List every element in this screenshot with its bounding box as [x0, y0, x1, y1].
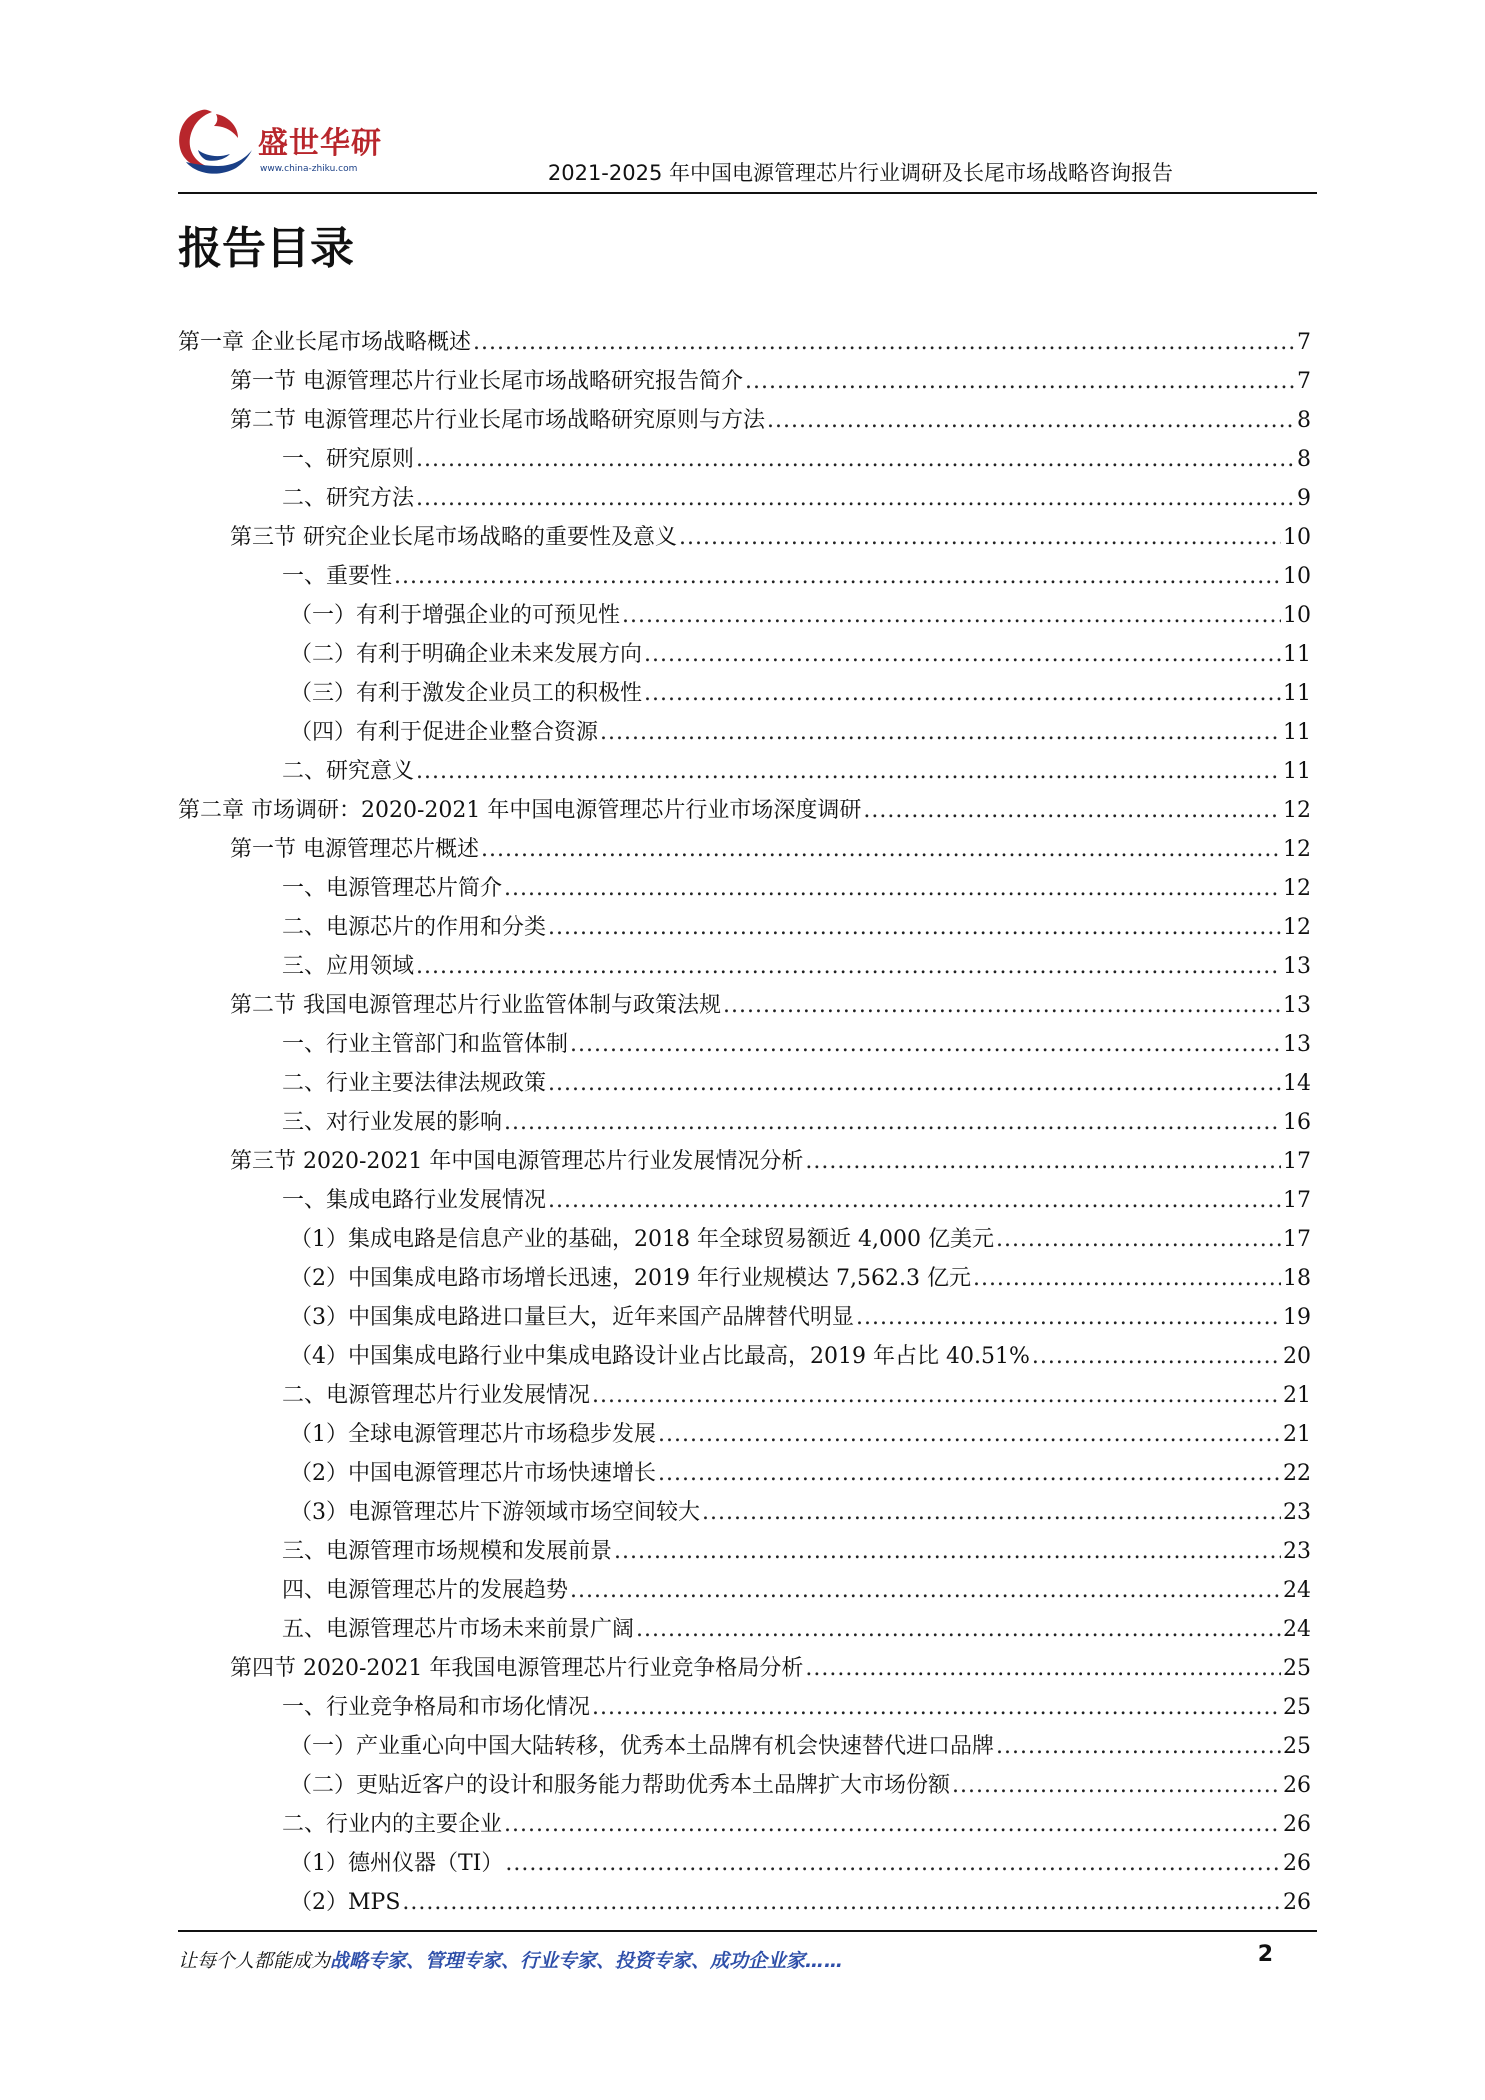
toc-entry-page: 12: [1283, 837, 1311, 862]
toc-entry-title: 一、重要性: [282, 564, 393, 589]
toc-entry-page: 26: [1283, 1773, 1311, 1798]
toc-entry[interactable]: [178, 1729, 1311, 1768]
toc-dot-leader: [679, 525, 1281, 550]
toc-entry-page: 8: [1297, 408, 1311, 433]
toc-entry[interactable]: [178, 1456, 1311, 1495]
toc-entry[interactable]: [178, 559, 1311, 598]
toc-entry[interactable]: [178, 598, 1311, 637]
toc-entry-page: 26: [1283, 1890, 1311, 1915]
toc-entry[interactable]: [178, 364, 1311, 403]
toc-dot-leader: [416, 486, 1295, 511]
toc-dot-leader: [505, 1851, 1281, 1876]
toc-entry-page: 24: [1283, 1617, 1311, 1642]
toc-entry-page: 25: [1283, 1695, 1311, 1720]
toc-entry-page: 21: [1283, 1383, 1311, 1408]
toc-dot-leader: [644, 681, 1281, 706]
toc-dot-leader: [702, 1500, 1281, 1525]
toc-entry-page: 7: [1297, 330, 1311, 355]
toc-dot-leader: [394, 564, 1281, 589]
toc-entry-title: 二、研究方法: [282, 486, 415, 511]
toc-entry[interactable]: [178, 1222, 1311, 1261]
toc-entry-title: 二、行业主要法律法规政策: [282, 1071, 547, 1096]
footer-slogan-highlight: 战略专家、管理专家、行业专家、投资专家、成功企业家……: [330, 1950, 844, 1972]
toc-entry-title: （一）产业重心向中国大陆转移，优秀本土品牌有机会快速替代进口品牌: [290, 1734, 995, 1759]
toc-dot-leader: [1032, 1344, 1281, 1369]
toc-entry-page: 7: [1297, 369, 1311, 394]
toc-entry-page: 23: [1283, 1539, 1311, 1564]
toc-entry[interactable]: [178, 1690, 1311, 1729]
table-of-contents: [178, 325, 1311, 1924]
toc-dot-leader: [805, 1656, 1281, 1681]
logo-url: www.china-zhiku.com: [260, 164, 358, 174]
toc-dot-leader: [570, 1578, 1281, 1603]
toc-entry-title: 一、行业竞争格局和市场化情况: [282, 1695, 591, 1720]
toc-entry-title: 二、行业内的主要企业: [282, 1812, 503, 1837]
toc-entry-title: （3）中国集成电路进口量巨大，近年来国产品牌替代明显: [290, 1305, 854, 1330]
toc-entry[interactable]: [178, 1027, 1311, 1066]
toc-entry-title: 第三节 2020-2021 年中国电源管理芯片行业发展情况分析: [230, 1149, 804, 1174]
toc-entry[interactable]: [178, 949, 1311, 988]
toc-entry[interactable]: [178, 403, 1311, 442]
toc-dot-leader: [548, 915, 1281, 940]
toc-entry[interactable]: [178, 1066, 1311, 1105]
toc-entry[interactable]: [178, 1300, 1311, 1339]
toc-entry-page: 17: [1283, 1149, 1311, 1174]
toc-entry-page: 24: [1283, 1578, 1311, 1603]
toc-entry[interactable]: [178, 325, 1311, 364]
toc-entry[interactable]: [178, 676, 1311, 715]
toc-entry-page: 13: [1283, 954, 1311, 979]
toc-dot-leader: [548, 1188, 1281, 1213]
toc-entry-page: 13: [1283, 993, 1311, 1018]
toc-dot-leader: [504, 876, 1281, 901]
toc-dot-leader: [658, 1422, 1281, 1447]
toc-entry-page: 12: [1283, 798, 1311, 823]
toc-entry[interactable]: [178, 1651, 1311, 1690]
toc-dot-leader: [636, 1617, 1281, 1642]
toc-entry-page: 11: [1283, 681, 1311, 706]
toc-dot-leader: [416, 954, 1281, 979]
toc-entry[interactable]: [178, 1495, 1311, 1534]
toc-entry[interactable]: [178, 637, 1311, 676]
toc-entry-title: 三、电源管理市场规模和发展前景: [282, 1539, 613, 1564]
toc-entry[interactable]: [178, 910, 1311, 949]
toc-entry-page: 26: [1283, 1812, 1311, 1837]
toc-entry[interactable]: [178, 1846, 1311, 1885]
toc-dot-leader: [644, 642, 1281, 667]
toc-dot-leader: [996, 1227, 1281, 1252]
toc-entry-title: （2）MPS: [290, 1890, 401, 1915]
toc-entry[interactable]: [178, 1612, 1311, 1651]
toc-entry[interactable]: [178, 871, 1311, 910]
toc-entry[interactable]: [178, 481, 1311, 520]
toc-entry[interactable]: [178, 520, 1311, 559]
toc-entry-page: 10: [1283, 564, 1311, 589]
toc-entry-title: 二、电源管理芯片行业发展情况: [282, 1383, 591, 1408]
toc-entry-title: 第一章 企业长尾市场战略概述: [178, 330, 471, 355]
toc-dot-leader: [952, 1773, 1281, 1798]
toc-dot-leader: [856, 1305, 1281, 1330]
toc-entry-title: （4）中国集成电路行业中集成电路设计业占比最高，2019 年占比 40.51%: [290, 1344, 1030, 1369]
toc-entry-page: 10: [1283, 525, 1311, 550]
toc-dot-leader: [481, 837, 1281, 862]
toc-entry-page: 9: [1297, 486, 1311, 511]
toc-entry-title: 二、电源芯片的作用和分类: [282, 915, 547, 940]
toc-entry-page: 17: [1283, 1188, 1311, 1213]
report-title: 2021-2025 年中国电源管理芯片行业调研及长尾市场战略咨询报告: [547, 161, 1173, 185]
toc-entry-title: （三）有利于激发企业员工的积极性: [290, 681, 643, 706]
toc-dot-leader: [402, 1890, 1281, 1915]
toc-dot-leader: [658, 1461, 1281, 1486]
toc-entry-page: 16: [1283, 1110, 1311, 1135]
toc-entry-title: 第一节 电源管理芯片行业长尾市场战略研究报告简介: [230, 369, 743, 394]
toc-dot-leader: [723, 993, 1281, 1018]
toc-entry-title: （1）集成电路是信息产业的基础，2018 年全球贸易额近 4,000 亿美元: [290, 1227, 994, 1252]
toc-entry[interactable]: [178, 1768, 1311, 1807]
toc-entry-title: （一）有利于增强企业的可预见性: [290, 603, 621, 628]
toc-entry-page: 13: [1283, 1032, 1311, 1057]
toc-entry-title: 一、集成电路行业发展情况: [282, 1188, 547, 1213]
toc-entry-page: 22: [1283, 1461, 1311, 1486]
toc-entry-page: 17: [1283, 1227, 1311, 1252]
toc-entry-page: 10: [1283, 603, 1311, 628]
toc-entry-title: （二）更贴近客户的设计和服务能力帮助优秀本土品牌扩大市场份额: [290, 1773, 951, 1798]
toc-entry-title: （2）中国电源管理芯片市场快速增长: [290, 1461, 656, 1486]
toc-entry-title: （四）有利于促进企业整合资源: [290, 720, 599, 745]
toc-entry[interactable]: [178, 1885, 1311, 1924]
toc-dot-leader: [996, 1734, 1281, 1759]
toc-entry-title: 一、行业主管部门和监管体制: [282, 1032, 569, 1057]
toc-entry-title: 五、电源管理芯片市场未来前景广阔: [282, 1617, 635, 1642]
toc-entry-title: 第三节 研究企业长尾市场战略的重要性及意义: [230, 525, 677, 550]
toc-entry-title: （2）中国集成电路市场增长迅速，2019 年行业规模达 7,562.3 亿元: [290, 1266, 971, 1291]
toc-entry-title: 第二节 我国电源管理芯片行业监管体制与政策法规: [230, 993, 721, 1018]
toc-entry[interactable]: [178, 1417, 1311, 1456]
toc-entry-title: 三、对行业发展的影响: [282, 1110, 503, 1135]
toc-dot-leader: [473, 330, 1295, 355]
toc-entry[interactable]: [178, 1534, 1311, 1573]
toc-dot-leader: [548, 1071, 1281, 1096]
toc-entry-page: 11: [1283, 642, 1311, 667]
toc-entry-page: 25: [1283, 1734, 1311, 1759]
page-title: 报告目录: [178, 223, 354, 274]
toc-entry-title: （1）德州仪器（TI）: [290, 1851, 504, 1876]
toc-entry-page: 21: [1283, 1422, 1311, 1447]
toc-dot-leader: [592, 1695, 1281, 1720]
toc-entry-title: （3）电源管理芯片下游领域市场空间较大: [290, 1500, 700, 1525]
toc-entry-page: 20: [1283, 1344, 1311, 1369]
toc-entry-title: 第二节 电源管理芯片行业长尾市场战略研究原则与方法: [230, 408, 765, 433]
toc-entry-page: 11: [1283, 720, 1311, 745]
toc-entry[interactable]: [178, 442, 1311, 481]
company-logo: [172, 104, 392, 182]
toc-entry[interactable]: [178, 1573, 1311, 1612]
footer-slogan: [178, 1946, 843, 1973]
logo-name: 盛世华研: [258, 126, 382, 161]
toc-entry[interactable]: [178, 1183, 1311, 1222]
footer-divider: [178, 1930, 1317, 1932]
toc-dot-leader: [504, 1110, 1281, 1135]
page-number: 2: [1257, 1942, 1273, 1967]
header-divider: [178, 192, 1317, 194]
toc-entry[interactable]: [178, 1807, 1311, 1846]
toc-entry-page: 8: [1297, 447, 1311, 472]
toc-entry-page: 25: [1283, 1656, 1311, 1681]
toc-dot-leader: [416, 447, 1295, 472]
footer-slogan-prefix: 让每个人都能成为: [178, 1950, 331, 1972]
toc-entry-title: 一、研究原则: [282, 447, 415, 472]
toc-dot-leader: [504, 1812, 1281, 1837]
toc-dot-leader: [416, 759, 1281, 784]
toc-entry[interactable]: [178, 1144, 1311, 1183]
toc-entry[interactable]: [178, 832, 1311, 871]
toc-entry[interactable]: [178, 1261, 1311, 1300]
toc-entry-page: 19: [1283, 1305, 1311, 1330]
toc-entry-title: 第四节 2020-2021 年我国电源管理芯片行业竞争格局分析: [230, 1656, 804, 1681]
toc-dot-leader: [614, 1539, 1281, 1564]
toc-entry[interactable]: [178, 1105, 1311, 1144]
toc-entry-title: 一、电源管理芯片简介: [282, 876, 503, 901]
toc-entry-title: 四、电源管理芯片的发展趋势: [282, 1578, 569, 1603]
toc-entry-page: 18: [1283, 1266, 1311, 1291]
toc-entry-title: 三、应用领域: [282, 954, 415, 979]
toc-dot-leader: [592, 1383, 1281, 1408]
toc-dot-leader: [973, 1266, 1281, 1291]
toc-dot-leader: [600, 720, 1281, 745]
logo-mark-icon: [172, 104, 256, 182]
toc-dot-leader: [863, 798, 1281, 823]
toc-entry-page: 12: [1283, 915, 1311, 940]
toc-entry[interactable]: [178, 1339, 1311, 1378]
toc-entry-page: 12: [1283, 876, 1311, 901]
toc-entry[interactable]: [178, 754, 1311, 793]
toc-entry[interactable]: [178, 793, 1311, 832]
toc-dot-leader: [767, 408, 1295, 433]
toc-entry-title: 第一节 电源管理芯片概述: [230, 837, 479, 862]
toc-entry[interactable]: [178, 715, 1311, 754]
toc-dot-leader: [805, 1149, 1281, 1174]
toc-entry-title: 第二章 市场调研：2020-2021 年中国电源管理芯片行业市场深度调研: [178, 798, 862, 823]
toc-entry-page: 26: [1283, 1851, 1311, 1876]
toc-entry-title: （二）有利于明确企业未来发展方向: [290, 642, 643, 667]
toc-entry-page: 11: [1283, 759, 1311, 784]
toc-entry-title: 二、研究意义: [282, 759, 415, 784]
toc-entry[interactable]: [178, 988, 1311, 1027]
toc-dot-leader: [745, 369, 1295, 394]
toc-entry-page: 23: [1283, 1500, 1311, 1525]
toc-entry-title: （1）全球电源管理芯片市场稳步发展: [290, 1422, 656, 1447]
toc-entry-page: 14: [1283, 1071, 1311, 1096]
toc-dot-leader: [570, 1032, 1281, 1057]
toc-dot-leader: [622, 603, 1281, 628]
toc-entry[interactable]: [178, 1378, 1311, 1417]
